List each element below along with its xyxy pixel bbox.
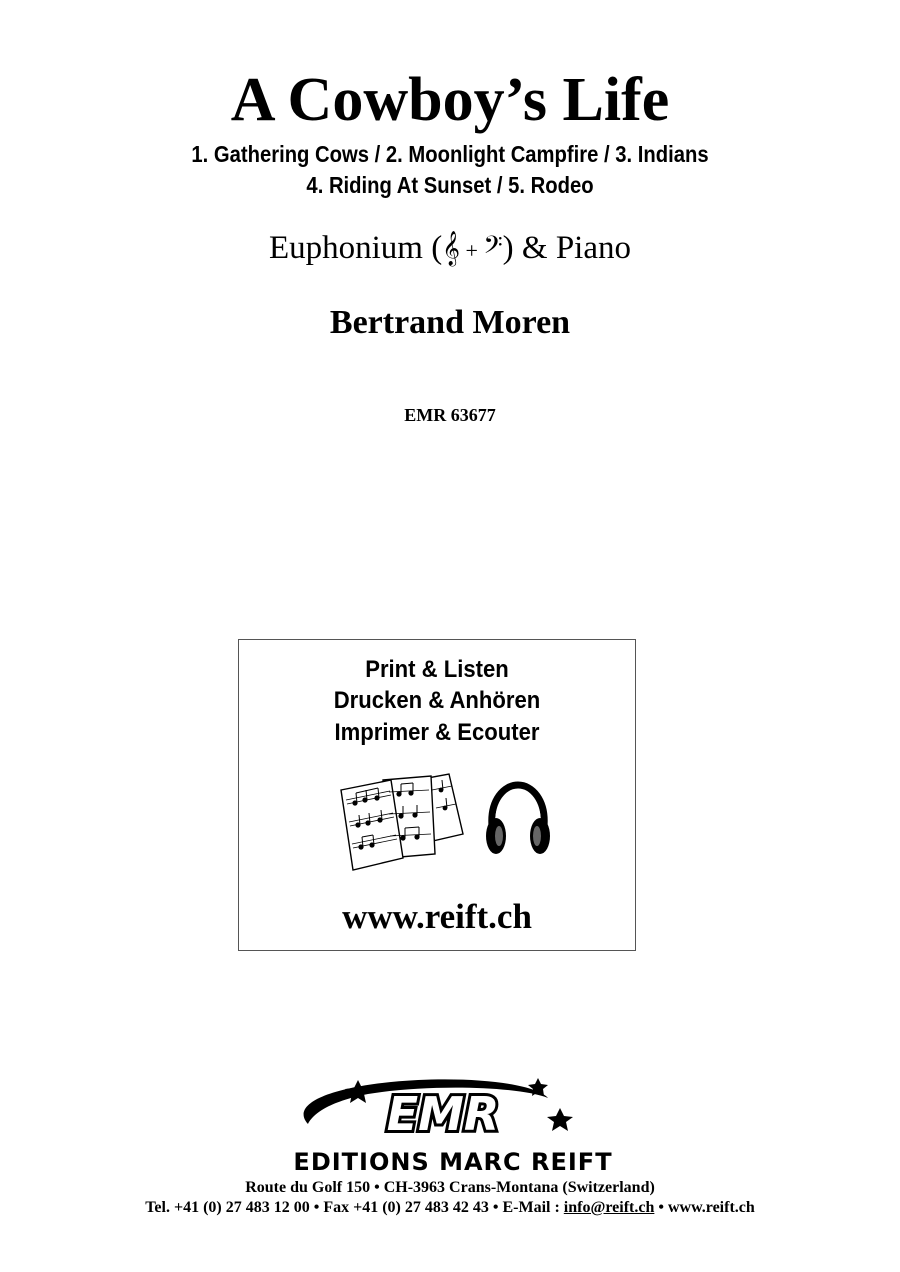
movements-line-1: 1. Gathering Cows / 2. Moonlight Campfire / 3. Indians: [191, 141, 709, 167]
emr-logo: [238, 1072, 668, 1172]
emr-logo-text: EMR: [386, 1087, 500, 1141]
print-listen-fr: Imprimer & Ecouter: [334, 719, 540, 746]
instrumentation-text-start: Euphonium (: [268, 230, 443, 266]
composer: Bertrand Moren: [329, 304, 571, 341]
email-link[interactable]: info@reift.ch: [563, 1199, 655, 1216]
instrumentation-text-end: ) & Piano: [502, 230, 631, 266]
treble-clef-icon: 𝄞: [442, 231, 460, 266]
headphones-icon: [482, 780, 554, 860]
contact-website[interactable]: • www.reift.ch: [654, 1199, 755, 1216]
print-listen-de: Drucken & Anhören: [333, 687, 541, 714]
contact-phone-fax: Tel. +41 (0) 27 483 12 00 • Fax +41 (0) 27 483 42 43 • E-Mail :: [145, 1199, 564, 1216]
publisher-address: Route du Golf 150 • CH-3963 Crans-Montana (Switzerland): [245, 1179, 655, 1196]
print-listen-en: Print & Listen: [365, 656, 509, 683]
print-listen-box: [238, 639, 636, 951]
title: A Cowboy’s Life: [230, 66, 670, 134]
website-link[interactable]: www.reift.ch: [342, 897, 532, 936]
publisher-name: EDITIONS MARC REIFT: [293, 1148, 613, 1172]
instrumentation: [0, 228, 900, 271]
clef-plus: +: [459, 238, 484, 263]
publisher-contact: [0, 1198, 900, 1218]
bass-clef-icon: 𝄢: [483, 231, 503, 266]
movements-line-2: 4. Riding At Sunset / 5. Rodeo: [306, 172, 594, 198]
sheet-music-icon: [337, 772, 467, 872]
catalog-number: EMR 63677: [404, 405, 496, 425]
